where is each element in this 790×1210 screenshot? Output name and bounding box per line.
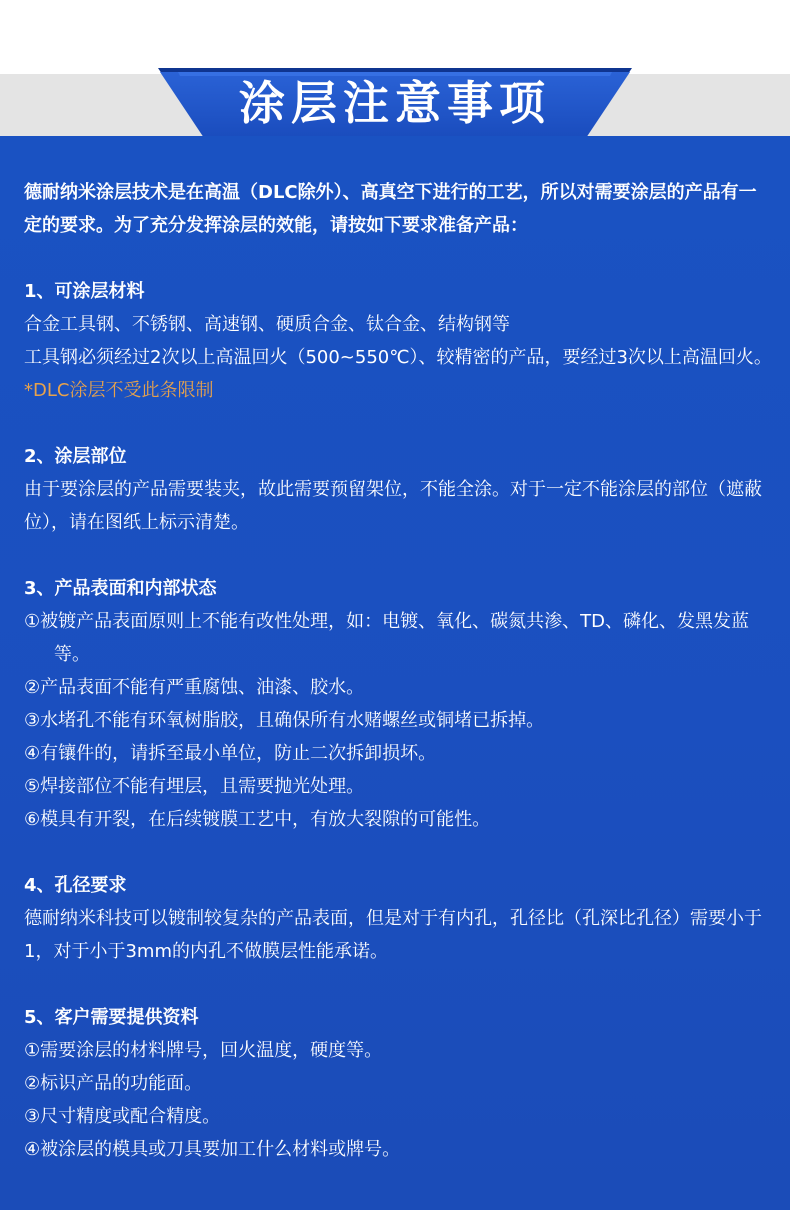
tempering-text: 工具钢必须经过2次以上高温回火（500~550℃）、较精密的产品，要经过3次以上高温回火。: [24, 347, 772, 368]
list-item: ③尺寸精度或配合精度。: [24, 1106, 221, 1127]
list-item: ①被镀产品表面原则上不能有改性处理，如：电镀、氧化、碳氮共渗、TD、磷化、发黑发蓝等。: [24, 611, 749, 665]
list-item: ⑥模具有开裂，在后续镀膜工艺中，有放大裂隙的可能性。: [24, 809, 491, 830]
dlc-note: *DLC涂层不受此条限制: [24, 380, 214, 401]
section-coating-area: [24, 440, 772, 539]
main-panel: [0, 136, 790, 1210]
list-item: ⑤焊接部位不能有埋层，且需要抛光处理。: [24, 776, 365, 797]
list-item: ①需要涂层的材料牌号，回火温度，硬度等。: [24, 1040, 383, 1061]
materials-list: 合金工具钢、不锈钢、高速钢、硬质合金、钛合金、结构钢等: [24, 314, 510, 335]
coating-area-text: 由于要涂层的产品需要装夹，故此需要预留架位，不能全涂。对于一定不能涂层的部位（遮蔽位），请在图纸上标示清楚。: [24, 479, 762, 533]
section-customer-info: [24, 1001, 772, 1166]
section-surface-state: [24, 572, 772, 836]
list-item: ②标识产品的功能面。: [24, 1073, 203, 1094]
list-item: ④被涂层的模具或刀具要加工什么材料或牌号。: [24, 1139, 401, 1160]
content-body: [24, 176, 772, 1199]
page-title: 涂层注意事项: [239, 76, 551, 130]
intro-paragraph: 德耐纳米涂层技术是在高温（DLC除外）、高真空下进行的工艺，所以对需要涂层的产品有一定的要求。为了充分发挥涂层的效能，请按如下要求准备产品：: [24, 182, 757, 236]
list-item: ④有镶件的，请拆至最小单位，防止二次拆卸损坏。: [24, 743, 437, 764]
section-heading: 2、涂层部位: [24, 446, 127, 467]
hole-requirement-text: 德耐纳米科技可以镀制较复杂的产品表面，但是对于有内孔，孔径比（孔深比孔径）需要小于1，对于小于3mm的内孔不做膜层性能承诺。: [24, 908, 762, 962]
tempering-requirement: [24, 341, 772, 407]
section-hole-requirements: [24, 869, 772, 968]
section-heading: 5、客户需要提供资料: [24, 1007, 199, 1028]
section-coatable-materials: [24, 275, 772, 407]
section-heading: 4、孔径要求: [24, 875, 127, 896]
section-heading: 1、可涂层材料: [24, 281, 145, 302]
section-heading: 3、产品表面和内部状态: [24, 578, 217, 599]
list-item: ②产品表面不能有严重腐蚀、油漆、胶水。: [24, 677, 365, 698]
list-item: ③水堵孔不能有环氧树脂胶，且确保所有水赌螺丝或铜堵已拆掉。: [24, 710, 545, 731]
